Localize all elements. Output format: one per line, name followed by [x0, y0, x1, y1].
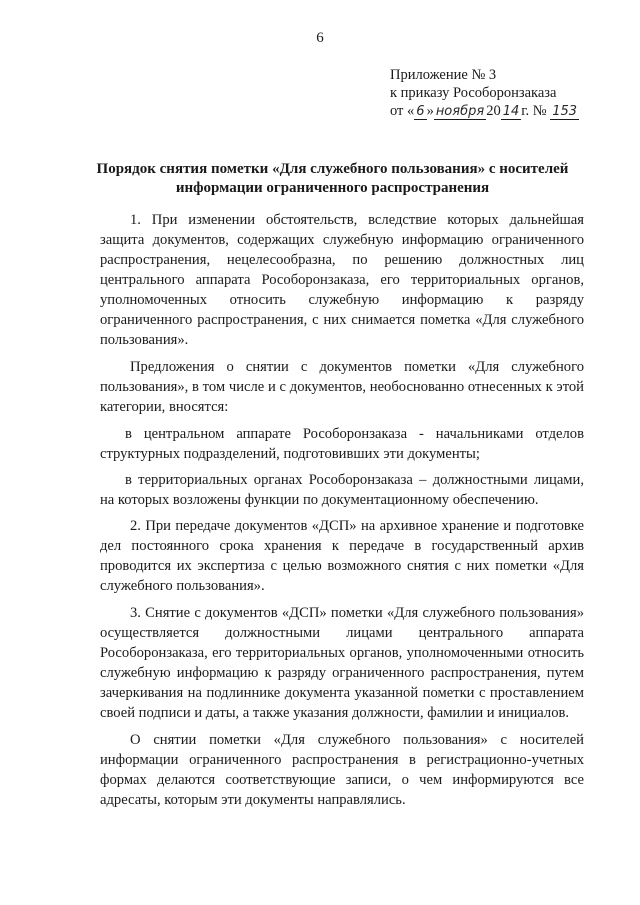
page-number: 6: [316, 30, 324, 46]
appendix-order-reference: к приказу Рособоронзаказа: [390, 85, 557, 101]
date-prefix: от «: [390, 103, 415, 119]
date-quote: »: [426, 103, 434, 119]
handwritten-month: ноября: [435, 104, 485, 119]
handwritten-order-number: 153: [552, 104, 578, 119]
paragraph-2: 2. При передаче документов «ДСП» на архивное хранение и подготовке дел постоянного срока хранения к передаче в государственный архив проводится их экспертиза с целью возможного снятия с них пометки «Для служебного пользования».: [100, 518, 584, 594]
document-body: [100, 210, 584, 817]
handwritten-day: 6: [416, 104, 425, 119]
document-title: Порядок снятия пометки «Для служебного пользования» с носителей информации ограниченного распространения: [96, 161, 569, 196]
paragraph-records: О снятии пометки «Для служебного пользования» с носителей информации ограниченного распространения в регистрационно-учетных формах делаются соответствующие записи, о чем информируются все адресаты, которым эти документы направлялись.: [100, 732, 584, 808]
paragraph-proposals: Предложения о снятии с документов пометки «Для служебного пользования», в том числе и с документов, необоснованно отнесенных к этой категории, вносятся:: [100, 359, 584, 415]
paragraph-1: 1. При изменении обстоятельств, вследствие которых дальнейшая защита документов, содержащих служебную информацию ограниченного распространения, нецелесообразна, по решению должностных лиц центрального аппарата Рособоронзаказа, его территориальных органов, уполномоченных относить служебную информацию к разряду ограниченного распространения, с них снимается пометка «Для служебного пользования».: [100, 212, 584, 348]
paragraph-territorial-bodies: в территориальных органах Рособоронзаказа – должностными лицами, на которых возложены функции по документационному обеспечению.: [100, 472, 584, 508]
date-year-prefix: 20: [486, 103, 501, 119]
paragraph-3: 3. Снятие с документов «ДСП» пометки «Для служебного пользования» осуществляется должностными лицами центрального аппарата Рособоронзаказа, его территориальных органов, уполномоченными относить служебную информацию к разряду ограниченного распространения, путем зачеркивания на подлиннике документа указанной пометки с проставлением своей подписи и даты, а также указания должности, фамилии и инициалов.: [100, 605, 584, 721]
appendix-title: Приложение № 3: [390, 67, 497, 83]
appendix-date-line: [390, 102, 579, 120]
handwritten-year: 14: [502, 104, 520, 119]
appendix-header: [390, 66, 579, 120]
date-suffix: г. №: [521, 103, 547, 119]
paragraph-central-office: в центральном аппарате Рособоронзаказа - начальниками отделов структурных подразделений, подготовивших эти документы;: [100, 426, 584, 462]
